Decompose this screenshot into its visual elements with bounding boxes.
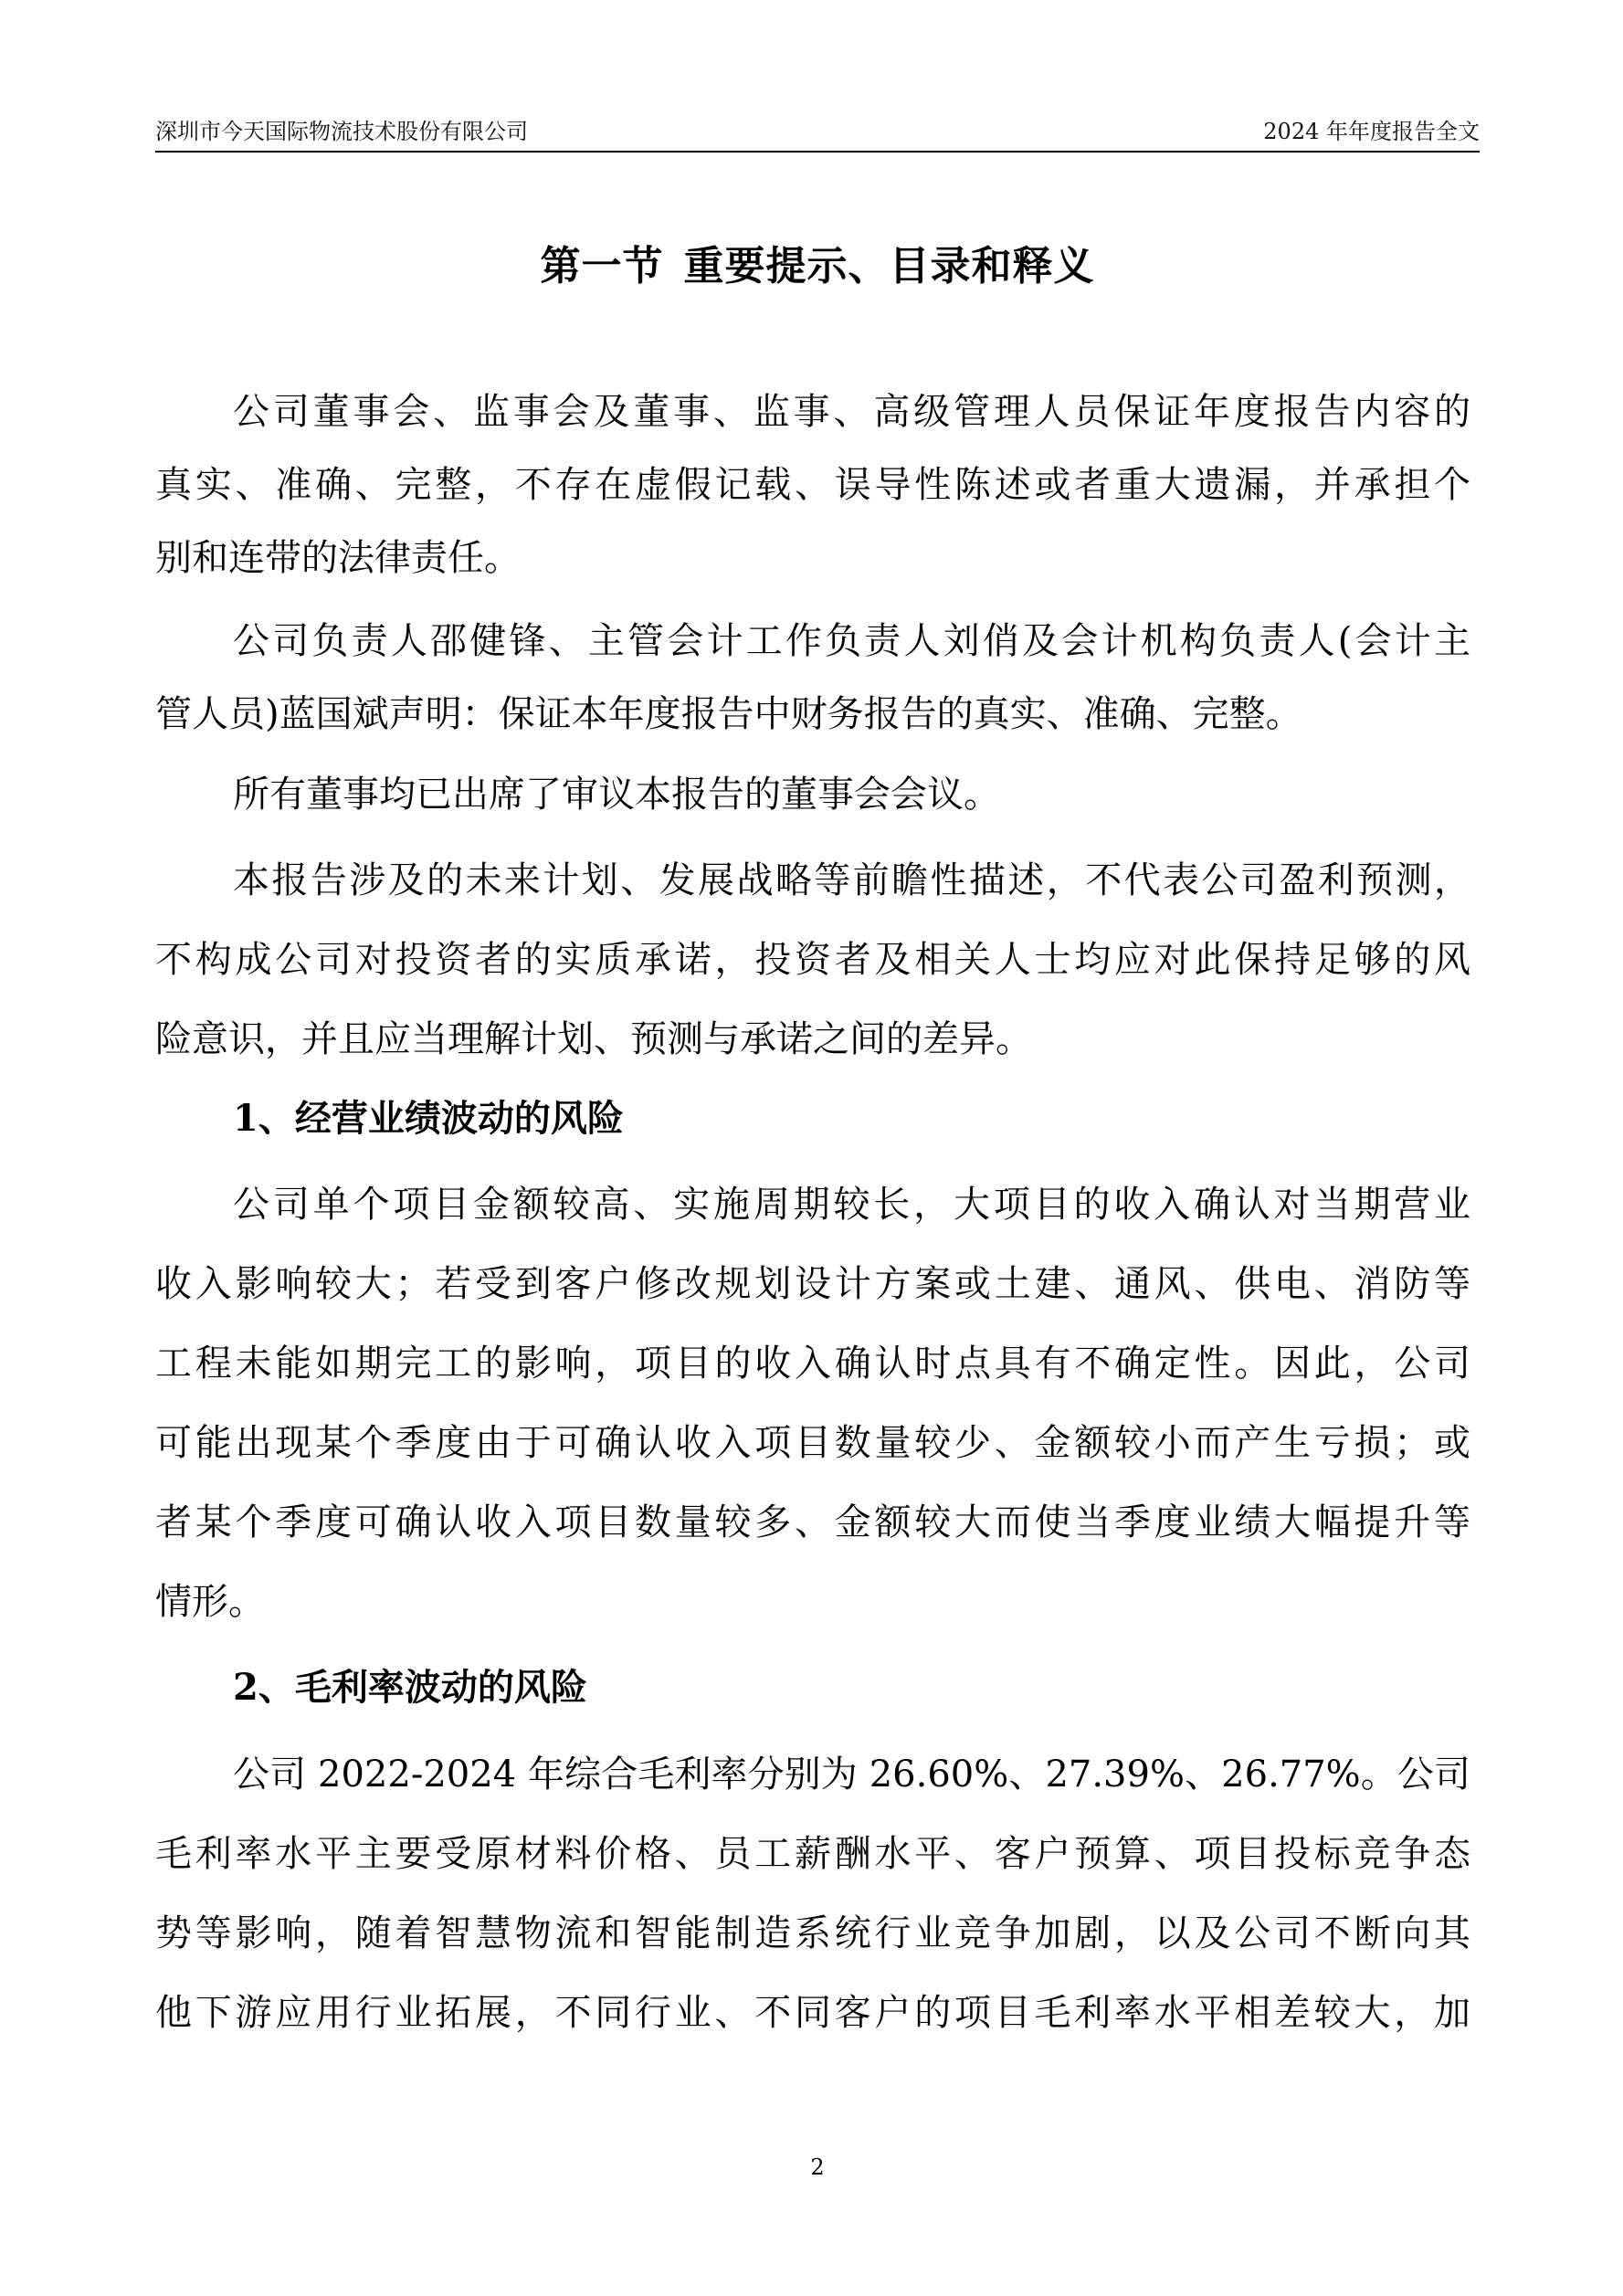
header-company-name: 深圳市今天国际物流技术股份有限公司: [155, 119, 528, 144]
risk-heading: 2、毛利率波动的风险: [233, 1666, 587, 1709]
paragraph-line: 他下游应用行业拓展，不同行业、不同客户的项目毛利率水平相差较大，加: [155, 1992, 1470, 2034]
paragraph-line: 可能出现某个季度由于可确认收入项目数量较少、金额较小而产生亏损；或: [155, 1422, 1470, 1464]
paragraph-line: 本报告涉及的未来计划、发展战略等前瞻性描述，不代表公司盈利预测，: [233, 859, 1470, 901]
paragraph-line: 公司 2022-2024 年综合毛利率分别为 26.60%、27.39%、26.77%。公司: [233, 1754, 1470, 1796]
paragraph-line: 真实、准确、完整，不存在虚假记载、误导性陈述或者重大遗漏，并承担个: [155, 464, 1470, 506]
paragraph-line: 公司负责人邵健锋、主管会计工作负责人刘俏及会计机构负责人(会计主: [233, 620, 1470, 662]
paragraph-line: 所有董事均已出席了审议本报告的董事会会议。: [233, 774, 1000, 816]
paragraph-line: 毛利率水平主要受原材料价格、员工薪酬水平、客户预算、项目投标竞争态: [155, 1833, 1470, 1875]
header-report-title: 2024 年年度报告全文: [1263, 119, 1480, 144]
paragraph-line: 者某个季度可确认收入项目数量较多、金额较大而使当季度业绩大幅提升等: [155, 1501, 1470, 1543]
risk-heading: 1、经营业绩波动的风险: [233, 1097, 624, 1140]
paragraph-line: 不构成公司对投资者的实质承诺，投资者及相关人士均应对此保持足够的风: [155, 939, 1470, 981]
header-divider: [155, 151, 1480, 153]
section-name: 重要提示、目录和释义: [683, 243, 1095, 290]
page-number: 2: [810, 2154, 825, 2180]
section-title: [155, 239, 1480, 294]
paragraph-line: 势等影响，随着智慧物流和智能制造系统行业竞争加剧，以及公司不断向其: [155, 1912, 1470, 1954]
paragraph-line: 工程未能如期完工的影响，项目的收入确认时点具有不确定性。因此，公司: [155, 1343, 1470, 1385]
section-number: 第一节: [540, 243, 664, 290]
page-header: [155, 113, 1480, 150]
paragraph-line: 公司董事会、监事会及董事、监事、高级管理人员保证年度报告内容的: [233, 391, 1470, 433]
paragraph-line: 收入影响较大；若受到客户修改规划设计方案或土建、通风、供电、消防等: [155, 1263, 1470, 1305]
paragraph-line: 险意识，并且应当理解计划、预测与承诺之间的差异。: [155, 1018, 1032, 1060]
paragraph-line: 管人员)蓝国斌声明：保证本年度报告中财务报告的真实、准确、完整。: [155, 693, 1302, 735]
paragraph-line: 情形。: [155, 1581, 265, 1623]
paragraph-line: 别和连带的法律责任。: [155, 537, 521, 579]
paragraph-line: 公司单个项目金额较高、实施周期较长，大项目的收入确认对当期营业: [233, 1184, 1470, 1226]
